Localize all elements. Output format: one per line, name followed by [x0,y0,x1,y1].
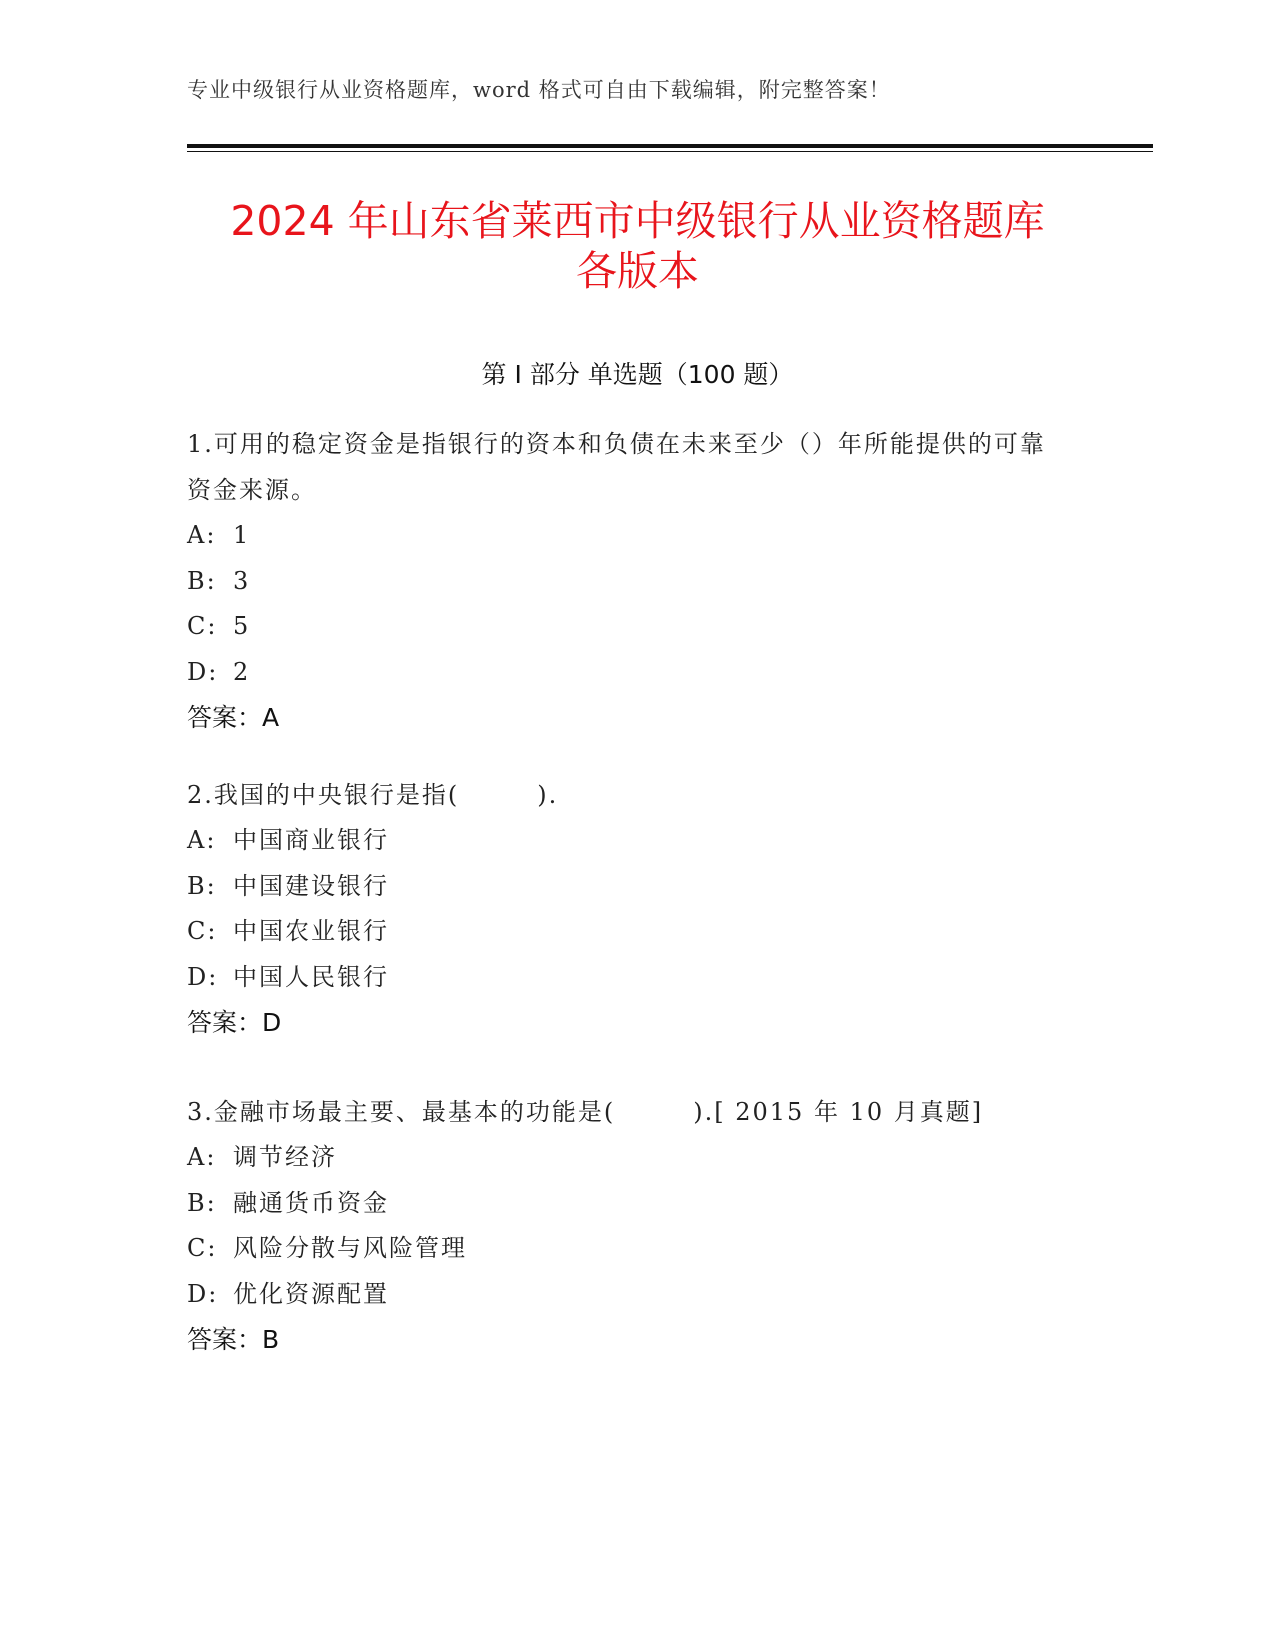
question-stem: 3.金融市场最主要、最基本的功能是( ).[ 2015 年 10 月真题] [187,1098,984,1126]
answer-line: 答案：B [187,1325,280,1354]
option-letter: B: [187,566,217,595]
option-c [187,604,1067,650]
section-heading: 第 I 部分 单选题（100 题） [481,360,794,389]
document-title-line-1: 2024 年山东省莱西市中级银行从业资格题库 [230,197,1045,245]
option-text: 融通货币资金 [233,1188,389,1217]
question-stem: 1.可用的稳定资金是指银行的资本和负债在未来至少（）年所能提供的可靠资金来源。 [187,430,1046,504]
header-divider-thin [187,151,1153,152]
option-letter: C: [187,612,218,640]
option-b [187,559,1067,605]
option-c [187,909,1067,955]
header-divider-thick [187,144,1153,148]
option-letter: B: [187,1188,217,1217]
option-b [187,864,1067,910]
answer-line: 答案：A [187,703,280,732]
option-text: 3 [233,566,251,595]
page-header-text: 专业中级银行从业资格题库，word 格式可自由下载编辑，附完整答案！ [187,78,891,102]
option-letter: B: [187,871,217,900]
option-text: 中国农业银行 [233,917,389,945]
question-3 [187,1089,1067,1363]
question-1 [187,421,1067,741]
option-d [187,1272,1067,1318]
question-2 [187,772,1067,1046]
option-a [187,818,1067,864]
option-text: 2 [233,657,251,686]
option-text: 优化资源配置 [233,1279,389,1308]
option-letter: A: [187,826,217,854]
document-title-line-2: 各版本 [576,247,699,295]
option-a [187,1135,1067,1181]
option-text: 调节经济 [233,1143,337,1171]
option-letter: C: [187,1234,218,1262]
option-letter: A: [187,521,217,549]
option-text: 5 [233,612,251,640]
answer-line: 答案：D [187,1008,282,1037]
option-b [187,1181,1067,1227]
option-text: 中国建设银行 [233,871,389,900]
option-text: 1 [233,521,251,549]
option-letter: D: [187,657,219,686]
option-text: 中国人民银行 [233,962,389,991]
option-letter: D: [187,962,219,991]
question-stem: 2.我国的中央银行是指( ). [187,781,559,809]
option-letter: A: [187,1143,217,1171]
option-letter: D: [187,1279,219,1308]
option-d [187,650,1067,696]
option-d [187,955,1067,1001]
option-a [187,513,1067,559]
option-letter: C: [187,917,218,945]
document-title [0,196,1275,296]
option-text: 中国商业银行 [233,826,389,854]
option-text: 风险分散与风险管理 [233,1234,467,1262]
option-c [187,1226,1067,1272]
